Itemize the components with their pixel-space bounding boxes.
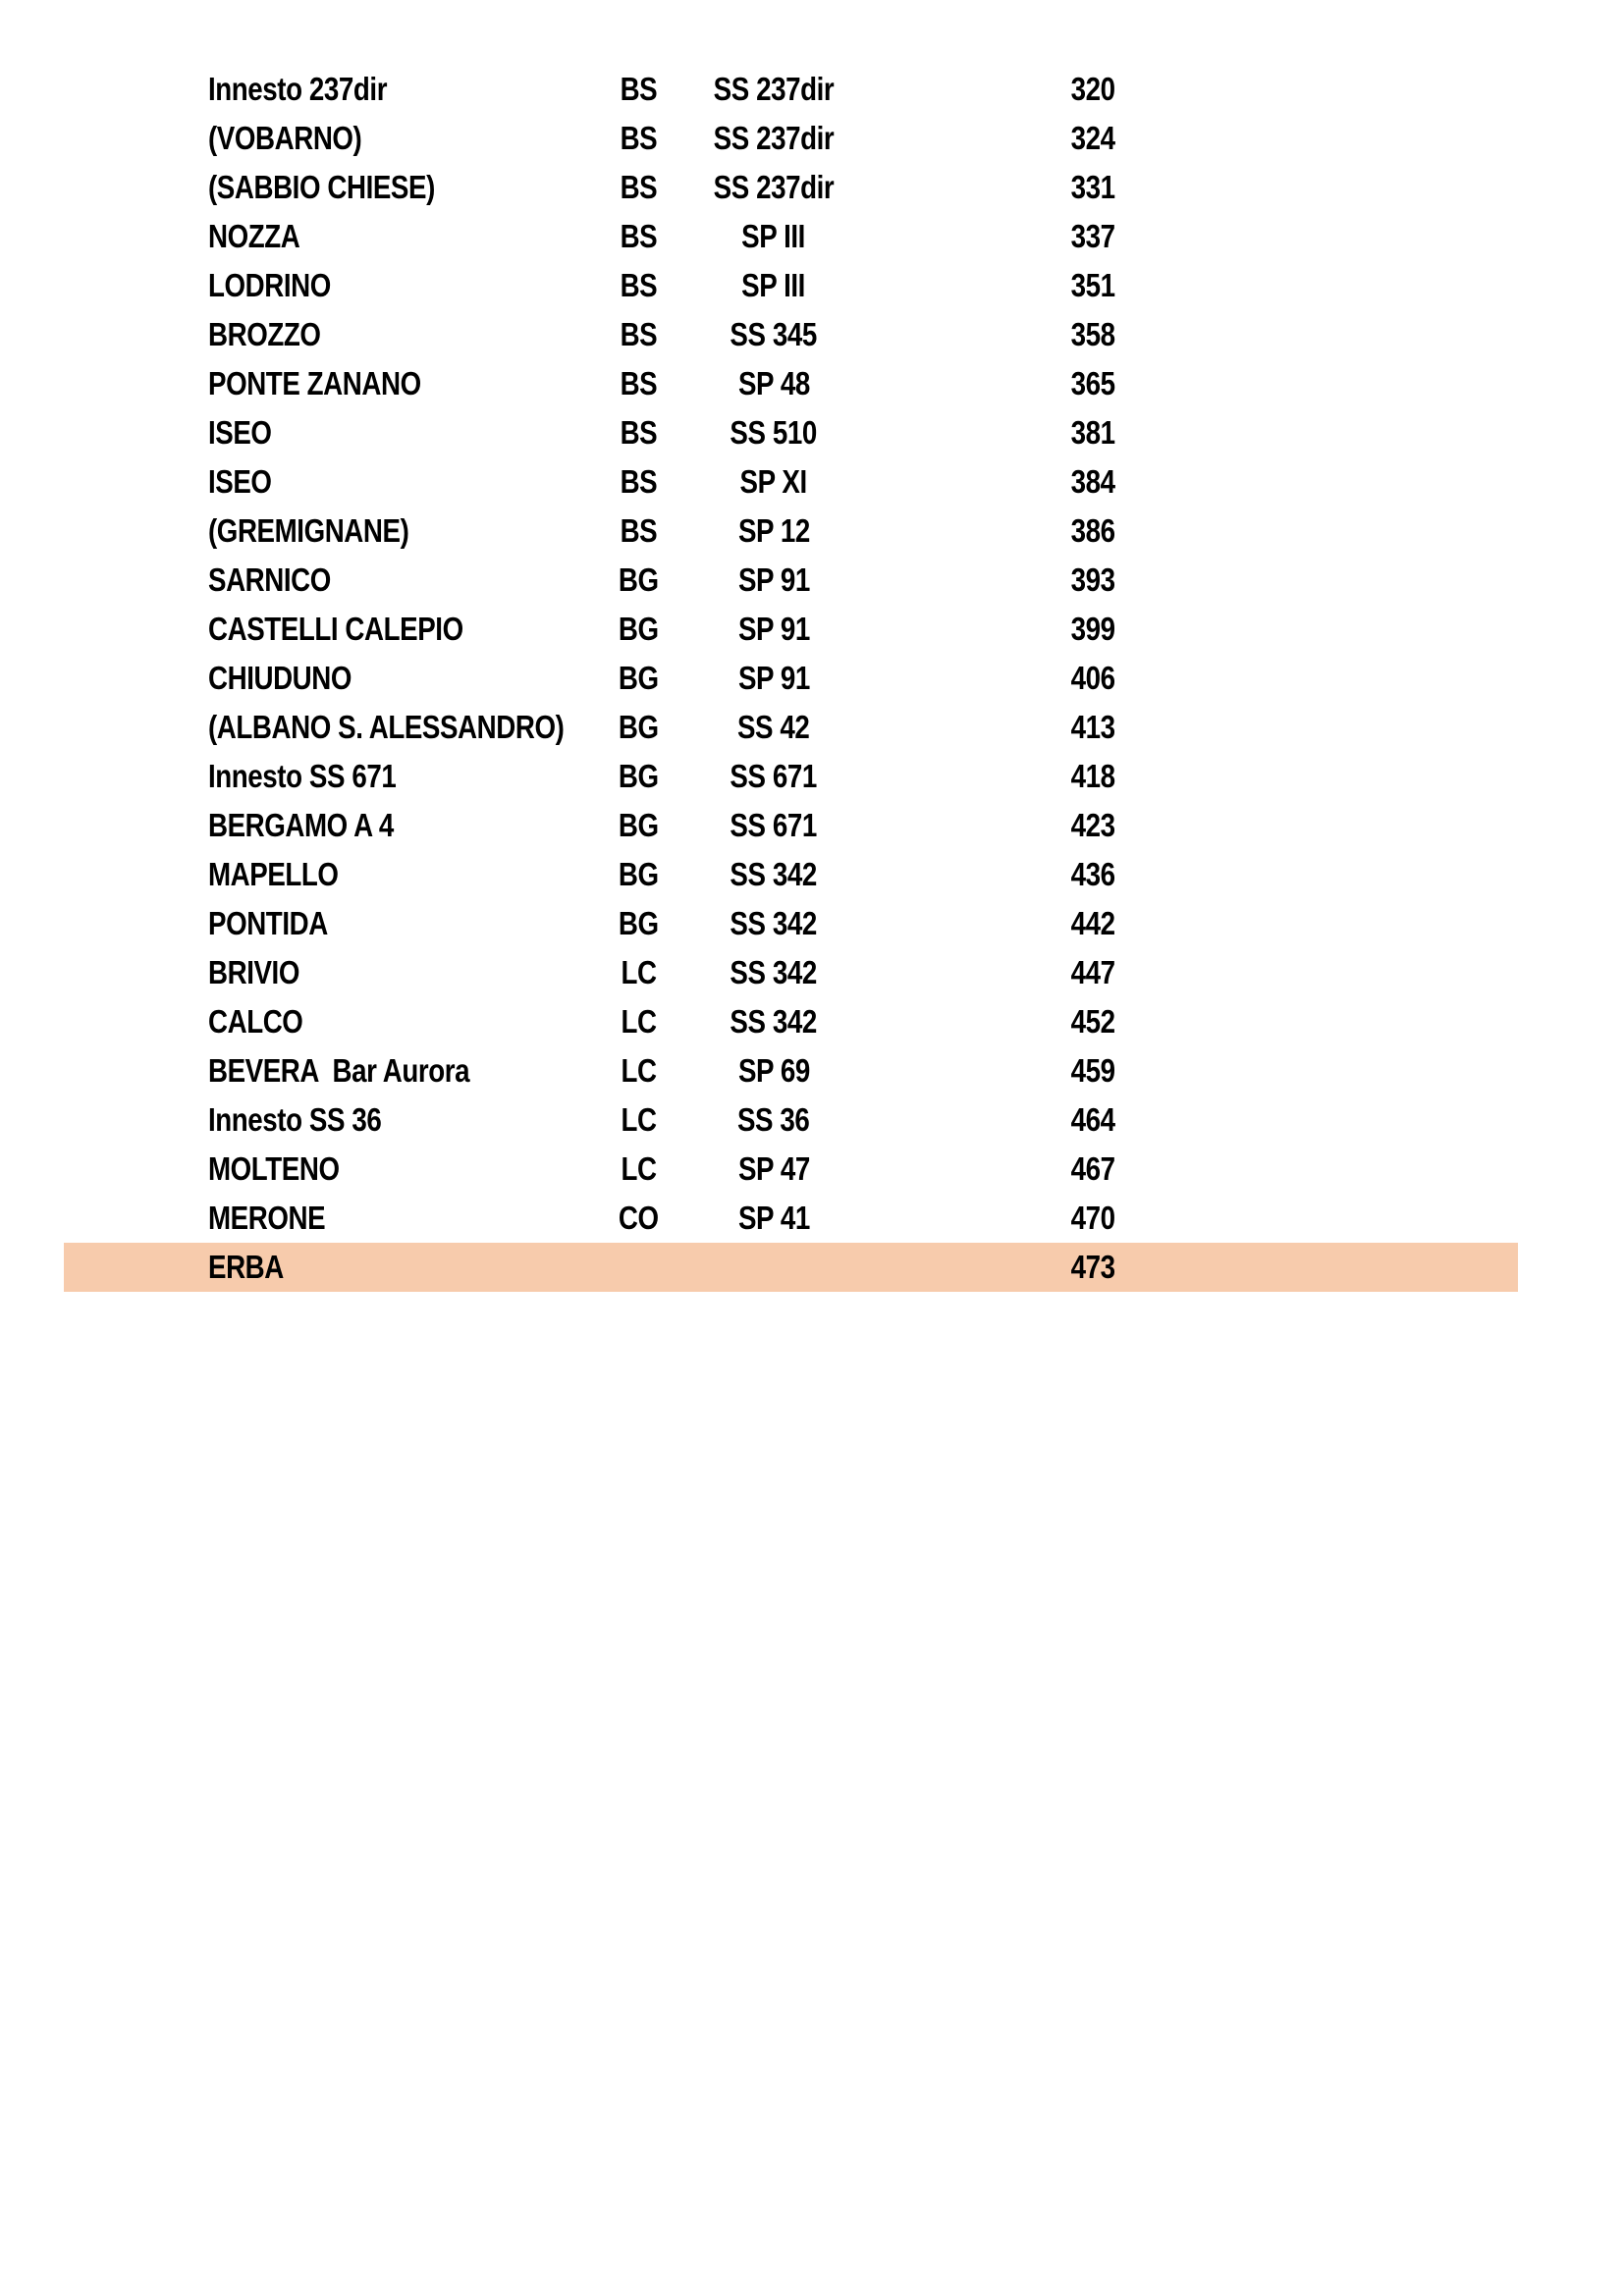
location-cell [208, 556, 601, 605]
province-cell [601, 261, 676, 310]
province-label: BG [618, 905, 659, 941]
road-cell [676, 359, 872, 408]
km-label: 324 [1071, 120, 1115, 156]
road-cell [676, 1243, 872, 1292]
location-cell [208, 163, 601, 212]
road-cell [676, 801, 872, 850]
road-label: SS 342 [730, 1003, 818, 1040]
km-cell [872, 1194, 1115, 1243]
km-cell [872, 654, 1115, 703]
location-cell [208, 703, 601, 752]
road-label: SS 342 [730, 856, 818, 892]
location-cell [208, 1145, 601, 1194]
province-cell [601, 850, 676, 899]
location-cell [208, 359, 601, 408]
location-label: SARNICO [208, 561, 331, 598]
location-cell [208, 899, 601, 948]
location-label: Innesto SS 671 [208, 758, 397, 794]
table-row [64, 752, 1518, 801]
province-cell [601, 899, 676, 948]
province-label: CO [618, 1200, 659, 1236]
km-cell [872, 310, 1115, 359]
location-cell [208, 212, 601, 261]
road-cell [676, 261, 872, 310]
table-row [64, 261, 1518, 310]
road-label: SS 510 [730, 414, 818, 451]
location-cell [208, 654, 601, 703]
location-cell [208, 408, 601, 457]
road-label: SP 91 [737, 561, 810, 598]
table-row [64, 1095, 1518, 1145]
road-cell [676, 948, 872, 997]
km-label: 473 [1071, 1249, 1115, 1285]
road-cell [676, 1095, 872, 1145]
province-label: BG [618, 856, 659, 892]
road-label: SS 237dir [713, 169, 835, 205]
province-label: BS [620, 414, 657, 451]
location-label: ISEO [208, 414, 272, 451]
province-label: BG [618, 660, 659, 696]
province-label: LC [620, 1003, 657, 1040]
road-cell [676, 114, 872, 163]
road-cell [676, 556, 872, 605]
km-label: 418 [1071, 758, 1115, 794]
location-label: Innesto 237dir [208, 71, 388, 107]
table-row [64, 654, 1518, 703]
km-cell [872, 948, 1115, 997]
table-row [64, 163, 1518, 212]
road-label: SP III [741, 267, 806, 303]
province-label: LC [620, 1052, 657, 1089]
location-cell [208, 1243, 601, 1292]
km-label: 320 [1071, 71, 1115, 107]
location-label: MERONE [208, 1200, 326, 1236]
province-label: BS [620, 218, 657, 254]
province-cell [601, 752, 676, 801]
province-cell [601, 507, 676, 556]
road-label: SS 237dir [713, 120, 835, 156]
province-cell [601, 408, 676, 457]
road-label: SS 671 [730, 758, 818, 794]
road-cell [676, 163, 872, 212]
province-label: BG [618, 709, 659, 745]
province-cell [601, 457, 676, 507]
table-row [64, 605, 1518, 654]
province-label: BG [618, 611, 659, 647]
road-cell [676, 310, 872, 359]
km-label: 384 [1071, 463, 1115, 500]
km-cell [872, 556, 1115, 605]
road-label: SP III [741, 218, 806, 254]
province-label: BG [618, 561, 659, 598]
km-label: 386 [1071, 512, 1115, 549]
table-row [64, 310, 1518, 359]
km-label: 436 [1071, 856, 1115, 892]
province-cell [601, 114, 676, 163]
location-cell [208, 457, 601, 507]
province-label: LC [620, 954, 657, 990]
location-cell [208, 997, 601, 1046]
table-row [64, 359, 1518, 408]
km-cell [872, 899, 1115, 948]
location-label: PONTIDA [208, 905, 328, 941]
location-label: BEVERA Bar Aurora [208, 1052, 470, 1089]
road-label: SP 41 [737, 1200, 810, 1236]
km-label: 393 [1071, 561, 1115, 598]
province-label: BS [620, 316, 657, 352]
table-row [64, 114, 1518, 163]
table-row [64, 1145, 1518, 1194]
km-cell [872, 703, 1115, 752]
table-row [64, 801, 1518, 850]
table-row [64, 507, 1518, 556]
km-label: 406 [1071, 660, 1115, 696]
road-cell [676, 65, 872, 114]
location-cell [208, 801, 601, 850]
table-row [64, 1243, 1518, 1292]
km-cell [872, 1095, 1115, 1145]
location-label: PONTE ZANANO [208, 365, 421, 401]
location-cell [208, 507, 601, 556]
km-cell [872, 1046, 1115, 1095]
road-cell [676, 1046, 872, 1095]
province-label: BS [620, 169, 657, 205]
table-row [64, 1194, 1518, 1243]
road-cell [676, 408, 872, 457]
province-cell [601, 212, 676, 261]
km-cell [872, 507, 1115, 556]
location-label: MAPELLO [208, 856, 339, 892]
km-label: 331 [1071, 169, 1115, 205]
table-row [64, 948, 1518, 997]
province-label: BS [620, 267, 657, 303]
location-cell [208, 1095, 601, 1145]
road-cell [676, 1145, 872, 1194]
province-cell [601, 605, 676, 654]
province-label: BG [618, 758, 659, 794]
km-label: 399 [1071, 611, 1115, 647]
location-label: LODRINO [208, 267, 331, 303]
km-label: 459 [1071, 1052, 1115, 1089]
km-cell [872, 997, 1115, 1046]
location-label: ISEO [208, 463, 272, 500]
location-label: BRIVIO [208, 954, 299, 990]
km-cell [872, 212, 1115, 261]
location-label: (ALBANO S. ALESSANDRO) [208, 709, 565, 745]
km-cell [872, 752, 1115, 801]
km-cell [872, 163, 1115, 212]
road-label: SS 671 [730, 807, 818, 843]
road-label: SS 237dir [713, 71, 835, 107]
km-label: 464 [1071, 1101, 1115, 1138]
km-label: 467 [1071, 1150, 1115, 1187]
province-label: BG [618, 807, 659, 843]
km-label: 365 [1071, 365, 1115, 401]
province-cell [601, 1243, 676, 1292]
location-cell [208, 850, 601, 899]
location-label: NOZZA [208, 218, 300, 254]
table-row [64, 703, 1518, 752]
km-label: 358 [1071, 316, 1115, 352]
km-cell [872, 457, 1115, 507]
km-label: 447 [1071, 954, 1115, 990]
km-label: 470 [1071, 1200, 1115, 1236]
location-cell [208, 114, 601, 163]
km-label: 423 [1071, 807, 1115, 843]
road-label: SS 42 [737, 709, 810, 745]
road-label: SP XI [739, 463, 808, 500]
road-cell [676, 752, 872, 801]
table-row [64, 997, 1518, 1046]
location-label: (GREMIGNANE) [208, 512, 409, 549]
location-cell [208, 65, 601, 114]
road-cell [676, 1194, 872, 1243]
road-cell [676, 997, 872, 1046]
location-cell [208, 261, 601, 310]
km-cell [872, 1145, 1115, 1194]
province-label: BS [620, 512, 657, 549]
road-label: SP 47 [737, 1150, 810, 1187]
province-cell [601, 359, 676, 408]
location-label: (VOBARNO) [208, 120, 362, 156]
table-row [64, 65, 1518, 114]
km-label: 442 [1071, 905, 1115, 941]
province-cell [601, 556, 676, 605]
road-label: SP 12 [737, 512, 810, 549]
km-cell [872, 408, 1115, 457]
km-cell [872, 850, 1115, 899]
province-label: BS [620, 120, 657, 156]
km-label: 381 [1071, 414, 1115, 451]
province-label: BS [620, 71, 657, 107]
location-label: BROZZO [208, 316, 321, 352]
km-cell [872, 801, 1115, 850]
road-cell [676, 457, 872, 507]
province-label: LC [620, 1150, 657, 1187]
province-label: LC [620, 1101, 657, 1138]
road-label: SP 69 [737, 1052, 810, 1089]
km-cell [872, 1243, 1115, 1292]
table-row [64, 408, 1518, 457]
location-label: CHIUDUNO [208, 660, 352, 696]
table-row [64, 899, 1518, 948]
province-cell [601, 801, 676, 850]
road-label: SP 91 [737, 660, 810, 696]
km-cell [872, 114, 1115, 163]
location-label: Innesto SS 36 [208, 1101, 382, 1138]
km-cell [872, 261, 1115, 310]
table-row [64, 212, 1518, 261]
km-cell [872, 605, 1115, 654]
road-label: SS 36 [737, 1101, 810, 1138]
km-label: 337 [1071, 218, 1115, 254]
province-label: BS [620, 365, 657, 401]
road-cell [676, 212, 872, 261]
road-cell [676, 899, 872, 948]
road-label: SP 48 [737, 365, 810, 401]
location-cell [208, 310, 601, 359]
km-label: 413 [1071, 709, 1115, 745]
location-label: BERGAMO A 4 [208, 807, 394, 843]
location-label: MOLTENO [208, 1150, 340, 1187]
route-table [64, 65, 1518, 1292]
location-label: (SABBIO CHIESE) [208, 169, 435, 205]
table-row [64, 556, 1518, 605]
location-cell [208, 1046, 601, 1095]
province-cell [601, 703, 676, 752]
province-cell [601, 310, 676, 359]
province-cell [601, 1095, 676, 1145]
location-cell [208, 752, 601, 801]
province-cell [601, 1194, 676, 1243]
km-label: 351 [1071, 267, 1115, 303]
road-label: SP 91 [737, 611, 810, 647]
road-label: SS 345 [730, 316, 818, 352]
province-cell [601, 1046, 676, 1095]
km-label: 452 [1071, 1003, 1115, 1040]
road-cell [676, 507, 872, 556]
road-cell [676, 850, 872, 899]
province-cell [601, 948, 676, 997]
location-cell [208, 605, 601, 654]
location-label: CASTELLI CALEPIO [208, 611, 463, 647]
province-cell [601, 1145, 676, 1194]
province-cell [601, 997, 676, 1046]
location-cell [208, 1194, 601, 1243]
table-row [64, 850, 1518, 899]
road-cell [676, 654, 872, 703]
km-cell [872, 359, 1115, 408]
table-row [64, 1046, 1518, 1095]
location-label: ERBA [208, 1249, 284, 1285]
road-label: SS 342 [730, 954, 818, 990]
road-cell [676, 605, 872, 654]
road-cell [676, 703, 872, 752]
location-cell [208, 948, 601, 997]
province-cell [601, 654, 676, 703]
road-label: SS 342 [730, 905, 818, 941]
province-cell [601, 163, 676, 212]
km-cell [872, 65, 1115, 114]
province-cell [601, 65, 676, 114]
province-label: BS [620, 463, 657, 500]
location-label: CALCO [208, 1003, 303, 1040]
table-row [64, 457, 1518, 507]
